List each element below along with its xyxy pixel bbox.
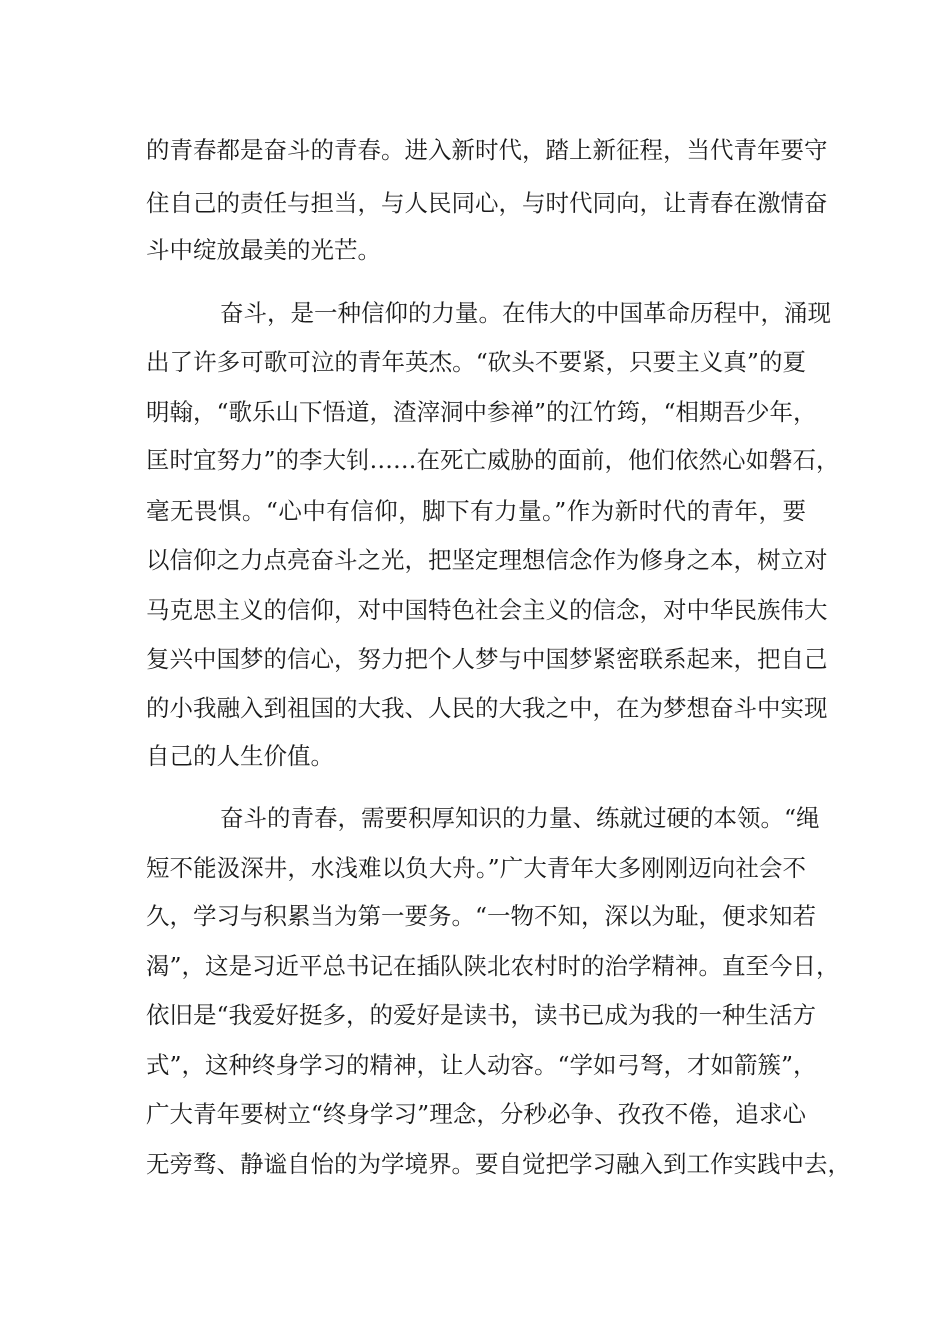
text-line: 的青春都是奋斗的青春。进入新时代，踏上新征程，当代青年要守	[146, 136, 828, 164]
text-line: 广大青年要树立“终身学习”理念，分秒必争、孜孜不倦，追求心	[146, 1100, 806, 1128]
text-line: 以信仰之力点亮奋斗之光，把坚定理想信念作为修身之本，树立对	[146, 546, 828, 574]
text-line: 奋斗，是一种信仰的力量。在伟大的中国革命历程中，涌现	[220, 299, 831, 327]
text-line: 渴”，这是习近平总书记在插队陕北农村时的治学精神。直至今日，	[146, 952, 840, 980]
text-line: 马克思主义的信仰，对中国特色社会主义的信念，对中华民族伟大	[146, 596, 828, 624]
text-line: 出了许多可歌可泣的青年英杰。“砍头不要紧，只要主义真”的夏	[146, 348, 806, 376]
text-line: 久，学习与积累当为第一要务。“一物不知，深以为耻，便求知若	[146, 902, 817, 930]
text-line: 明翰，“歌乐山下悟道，渣滓洞中参禅”的江竹筠，“相期吾少年，	[146, 398, 817, 426]
text-line: 无旁骛、静谧自怡的为学境界。要自觉把学习融入到工作实践中去，	[146, 1150, 851, 1178]
text-line: 依旧是“我爱好挺多，的爱好是读书，读书已成为我的一种生活方	[146, 1001, 817, 1029]
text-line: 式”，这种终身学习的精神，让人动容。“学如弓弩，才如箭簇”，	[146, 1051, 817, 1079]
text-line: 奋斗的青春，需要积厚知识的力量、练就过硬的本领。“绳	[220, 804, 820, 832]
text-line: 复兴中国梦的信心，努力把个人梦与中国梦紧密联系起来，把自己	[146, 645, 828, 673]
text-line: 的小我融入到祖国的大我、人民的大我之中，在为梦想奋斗中实现	[146, 694, 828, 722]
text-line: 毫无畏惧。“心中有信仰，脚下有力量。”作为新时代的青年，要	[146, 497, 806, 525]
text-line: 匡时宜努力”的李大钊……在死亡威胁的面前，他们依然心如磐石，	[146, 446, 840, 474]
text-line: 自己的人生价值。	[146, 742, 334, 770]
text-line: 短不能汲深井，水浅难以负大舟。”广大青年大多刚刚迈向社会不	[146, 854, 806, 882]
text-line: 住自己的责任与担当，与人民同心，与时代同向，让青春在激情奋	[146, 189, 828, 217]
text-line: 斗中绽放最美的光芒。	[146, 236, 381, 264]
